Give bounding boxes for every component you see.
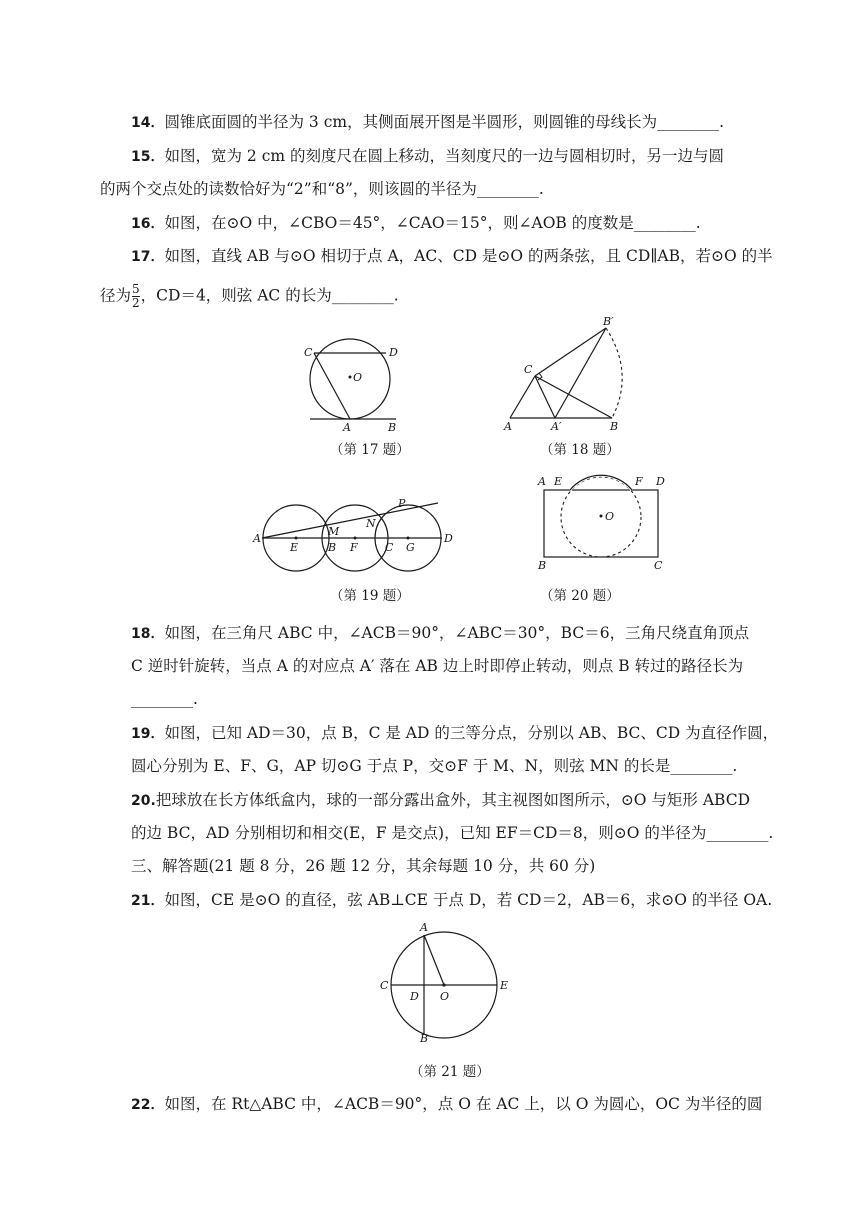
question-text: 如图，宽为 2 cm 的刻度尺在圆上移动，当刻度尺的一边与圆相切时，另一边与圆 (164, 147, 725, 165)
question-18 (131, 623, 749, 644)
question-22 (131, 1094, 762, 1115)
figure-20-caption: （第 20 题） (540, 588, 620, 604)
label-B: B (388, 421, 397, 434)
question-17-line2 (100, 283, 399, 310)
label-F: F (635, 475, 643, 488)
label-P: P (398, 497, 406, 510)
label-E: E (500, 979, 509, 992)
figure-18-diagram (495, 315, 630, 435)
question-16 (131, 213, 701, 234)
question-14 (131, 112, 724, 133)
label-A: A (538, 475, 546, 488)
label-M: M (328, 525, 340, 538)
question-text: 如图，直线 AB 与⊙O 相切于点 A，AC、CD 是⊙O 的两条弦，且 CD∥AB，若⊙O 的半 (164, 247, 773, 265)
question-number: 18． (131, 626, 165, 642)
question-19-line2: 圆心分别为 E、F、G，AP 切⊙G 于点 P，交⊙F 于 M、N，则弦 MN 的长是________. (131, 757, 738, 775)
label-D: D (444, 532, 453, 545)
figure-19-diagram (250, 495, 460, 575)
label-A: A (253, 532, 261, 545)
label-C: C (385, 541, 394, 554)
question-number: 19． (131, 726, 165, 742)
fraction-denominator: 2 (132, 296, 140, 310)
label-O: O (353, 371, 363, 384)
label-C: C (380, 979, 389, 992)
question-17 (131, 246, 773, 267)
question-number: 16． (131, 216, 165, 232)
label-D: D (410, 990, 419, 1003)
question-18-line2: C 逆时针旋转，当点 A 的对应点 A′ 落在 AB 边上时即停止转动，则点 B 转过的路径长为 (131, 657, 744, 675)
label-O: O (440, 990, 450, 1003)
question-number: 22． (131, 1097, 165, 1113)
label-A: A (343, 421, 351, 434)
label-F: F (350, 541, 358, 554)
question-18-line3: ________. (131, 690, 198, 708)
label-A: A (420, 921, 428, 934)
label-N: N (366, 517, 376, 530)
question-15-line2: 的两个交点处的读数恰好为“2”和“8”，则该圆的半径为________. (100, 180, 544, 198)
figure-20-diagram (530, 468, 670, 576)
label-D: D (389, 346, 398, 359)
label-E: E (290, 541, 299, 554)
label-B: B (538, 559, 547, 572)
question-text: 径为 (100, 286, 132, 305)
label-C: C (524, 363, 533, 376)
figure-17-caption: （第 17 题） (330, 442, 410, 458)
question-text: 如图，在三角尺 ABC 中，∠ACB＝90°，∠ABC＝30°，BC＝6，三角尺绕直角顶点 (164, 624, 750, 642)
label-B: B (610, 420, 619, 433)
question-20 (131, 790, 750, 811)
question-19 (131, 723, 778, 744)
label-O: O (605, 510, 615, 523)
question-20-line2: 的边 BC，AD 分别相切和相交(E，F 是交点)，已知 EF＝CD＝8，则⊙O 的半径为________. (131, 824, 774, 842)
label-C: C (304, 346, 313, 359)
question-21 (131, 890, 772, 911)
question-number: 21． (131, 893, 165, 909)
label-D: D (656, 475, 665, 488)
label-A: A (504, 420, 512, 433)
label-A-prime: A′ (551, 420, 562, 433)
label-G: G (406, 541, 415, 554)
question-text: 如图，已知 AD＝30，点 B，C 是 AD 的三等分点，分别以 AB、BC、CD 为直径作圆， (164, 724, 779, 742)
label-E: E (554, 475, 563, 488)
fraction (132, 283, 140, 310)
question-15 (131, 146, 724, 167)
figure-18-caption: （第 18 题） (540, 442, 620, 458)
label-B-prime: B′ (603, 315, 614, 328)
fraction-numerator: 5 (132, 282, 140, 296)
question-number: 15． (131, 149, 165, 165)
figure-19-caption: （第 19 题） (330, 588, 410, 604)
label-C: C (654, 559, 663, 572)
label-B: B (328, 541, 337, 554)
figure-17-diagram (300, 335, 430, 435)
question-text: 如图，在⊙O 中，∠CBO＝45°，∠CAO＝15°，则∠AOB 的度数是________. (164, 214, 701, 232)
figure-21-caption: （第 21 题） (410, 1064, 490, 1080)
figure-21-diagram (374, 918, 519, 1043)
question-number: 20. (131, 793, 156, 809)
question-text: ，CD＝4，则弦 AC 的长为________. (140, 286, 399, 305)
question-text: 把球放在长方体纸盒内，球的一部分露出盒外，其主视图如图所示，⊙O 与矩形 ABCD (155, 791, 751, 809)
question-number: 14． (131, 115, 165, 131)
section-title: 三、解答题(21 题 8 分，26 题 12 分，其余每题 10 分，共 60 分) (131, 857, 596, 875)
question-number: 17． (131, 249, 165, 265)
question-text: 如图，CE 是⊙O 的直径，弦 AB⊥CE 于点 D，若 CD＝2，AB＝6，求⊙O 的半径 OA. (164, 891, 773, 909)
label-B: B (420, 1032, 429, 1043)
question-text: 圆锥底面圆的半径为 3 cm，其侧面展开图是半圆形，则圆锥的母线长为________. (164, 113, 725, 131)
question-text: 如图，在 Rt△ABC 中，∠ACB＝90°，点 O 在 AC 上，以 O 为圆心，OC 为半径的圆 (164, 1095, 763, 1113)
